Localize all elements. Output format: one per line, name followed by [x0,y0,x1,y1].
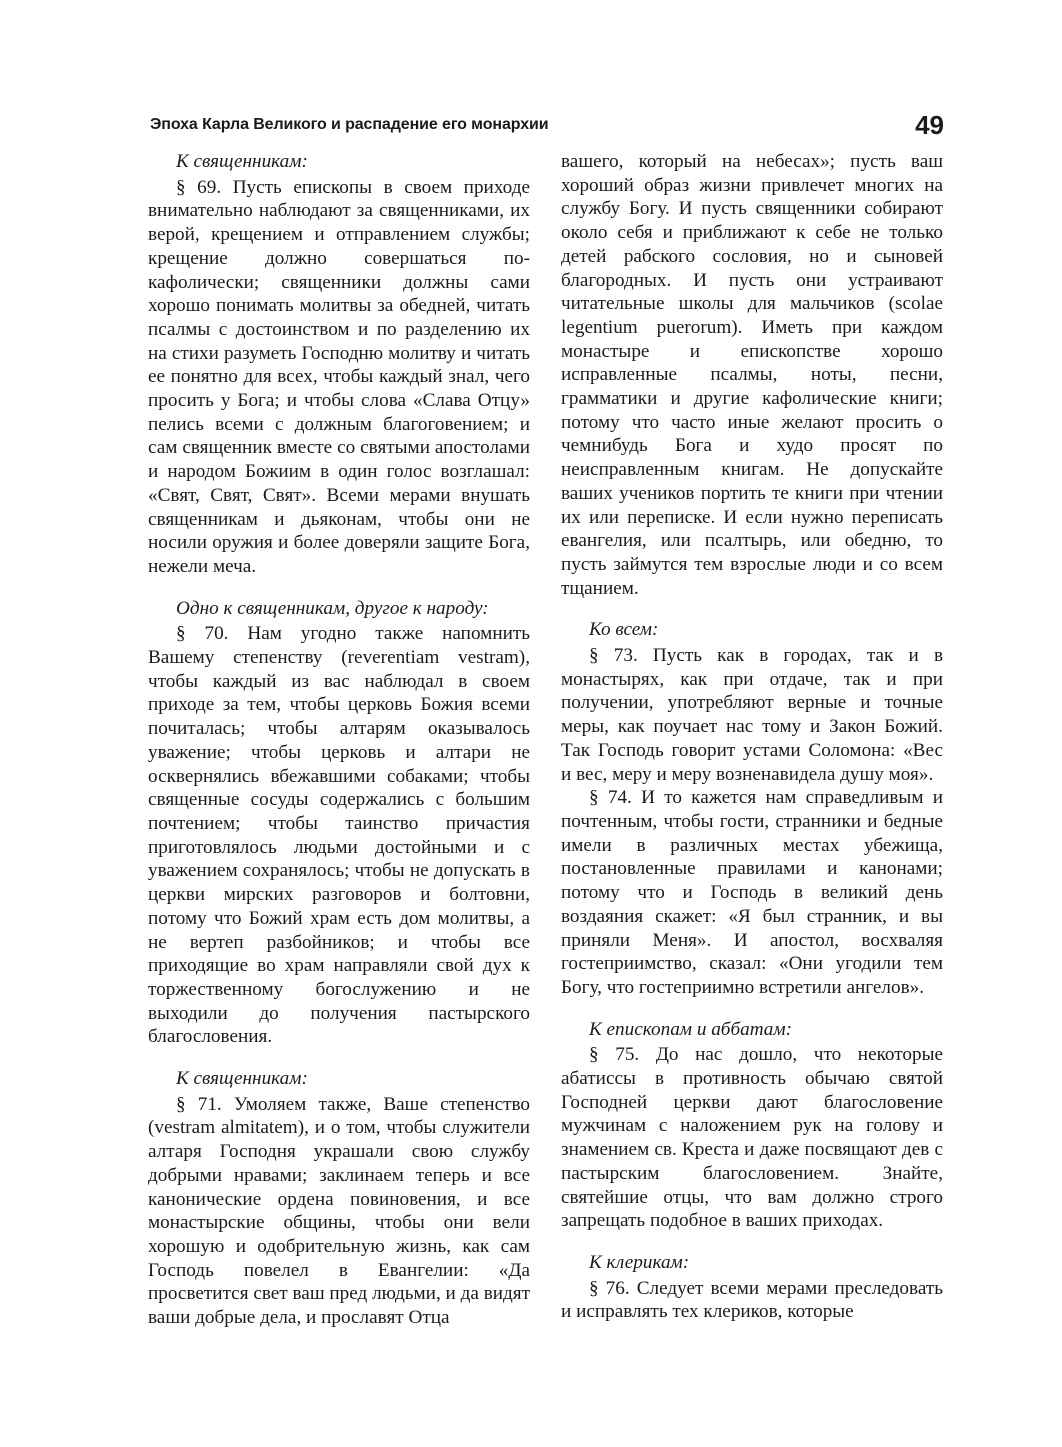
paragraph-74: § 74. И то кажется нам справедливым и почтенным, чтобы гости, странники и бедные имели в различных местах убежища, постановленные правилами и канонами; потому что и Господь в великий день воздаяния скажет: «Я был странник, и вы приняли Меня». И апостол, восхваляя гостеприимство, сказал: «Они угодили тем Богу, что гостеприимно встретили ангелов». [561,787,943,998]
section-heading: К священникам: [176,151,308,172]
page-number: 49 [915,110,944,140]
section-heading: К священникам: [176,1068,308,1090]
paragraph-69: § 69. Пусть епископы в своем приходе внимательно наблюдают за священниками, их верой, крещением и отправлением службы; крещение должно совершаться по-кафолически; священники должны сами хорошо понимать молитвы за обедней, читать псалмы с достоинством и по разделению их на стихи разуметь Господню молитву и читать ее понятно для всех, чтобы каждый знал, чего просить у Бога; и чтобы слова «Слава Отцу» пелись всеми с должным благоговением; и сам священник вместе со святыми апостолами и народом Божиим в один голос возглашал: «Свят, Свят, Свят». Всеми мерами внушать священникам и дьяконам, чтобы они не носили оружия и более доверяли защите Бога, нежели меча. [148,176,530,577]
paragraph-71: § 71. Умоляем также, Ваше степенство (vestram almitatem), и о том, чтобы служители алтаря Господня украшали свою службу добрыми нравами; заклинаем теперь и все канонические ордена повиновения, и все монастырские общины, чтобы они вели хорошую и одобрительную жизнь, как сам Господь повелел в Евангелии: «Да просветится свет ваш пред людьми, и да видят ваши добрые дела, и прославят Отца [148,1093,530,1329]
paragraph-76: § 76. Следует всеми мерами преследовать и исправлять тех клериков, которые [561,1277,943,1323]
section-heading: К епископам и аббатам: [589,1018,793,1040]
left-column [148,150,530,1330]
section-heading: Одно к священникам, другое к народу: [176,597,489,619]
section-heading: К клерикам: [589,1251,690,1273]
right-column [561,150,943,1324]
section-heading: Ко всем: [589,619,659,641]
running-title: Эпоха Карла Великого и распадение его монархии [150,116,549,133]
paragraph-75: § 75. До нас дошло, что некоторые абатиссы в противность обычаю святой Господней церкви дают благословение мужчинам с наложением рук на голову и знамением св. Креста и даже посвящают дев с пастырским благословением. Знайте, святейшие отцы, что вам должно строго запрещать подобное в ваших приходах. [561,1044,943,1232]
paragraph-70: § 70. Нам угодно также напомнить Вашему степенству (reverentiam vestram), чтобы каждый из вас наблюдал в своем приходе за тем, чтобы церковь Божия всеми почиталась; чтобы алтарям оказывалось уважение; чтобы церковь и алтари не осквернялись вбежавшими собаками; чтобы священные сосуды содержались с большим почтением; чтобы таинство причастия приготовлялось людьми достойными и с уважением сохранялось; чтобы не допускать в церкви мирских разговоров и болтовни, потому что Божий храм есть дом молитвы, а не вертеп разбойников; и чтобы все приходящие во храм направляли свой дух к торжественному богослужению и не выходили до получения пастырского благословения. [148,623,530,1048]
paragraph-73: § 73. Пусть как в городах, так и в монастырях, как при отдаче, так и при получении, употребляют верные и точные меры, как поучает нас тому и Закон Божий. Так Господь говорит устами Соломона: «Вес и вес, меру и меру возненавидела душу моя». [561,645,943,785]
paragraph-71-continued: вашего, который на небесах»; пусть ваш хороший образ жизни привлечет многих на службу Богу. И пусть священники собирают около себя и приближают к себе не только детей рабского сословия, но и сыновей благородных. И пусть они устраивают читательные школы для мальчиков (scolae legentium puerorum). Иметь при каждом монастыре и епископстве хорошо исправленные псалмы, ноты, песни, грамматики и другие кафолические книги; потому что часто иные желают просить о чемнибудь Бога и худо просят по неисправленным книгам. Не допускайте ваших учеников портить те книги при чтении их или переписке. И если нужно переписать евангелия, или псалтырь, или обедню, то пусть займутся тем взрослые люди и со всем тщанием. [561,151,943,599]
